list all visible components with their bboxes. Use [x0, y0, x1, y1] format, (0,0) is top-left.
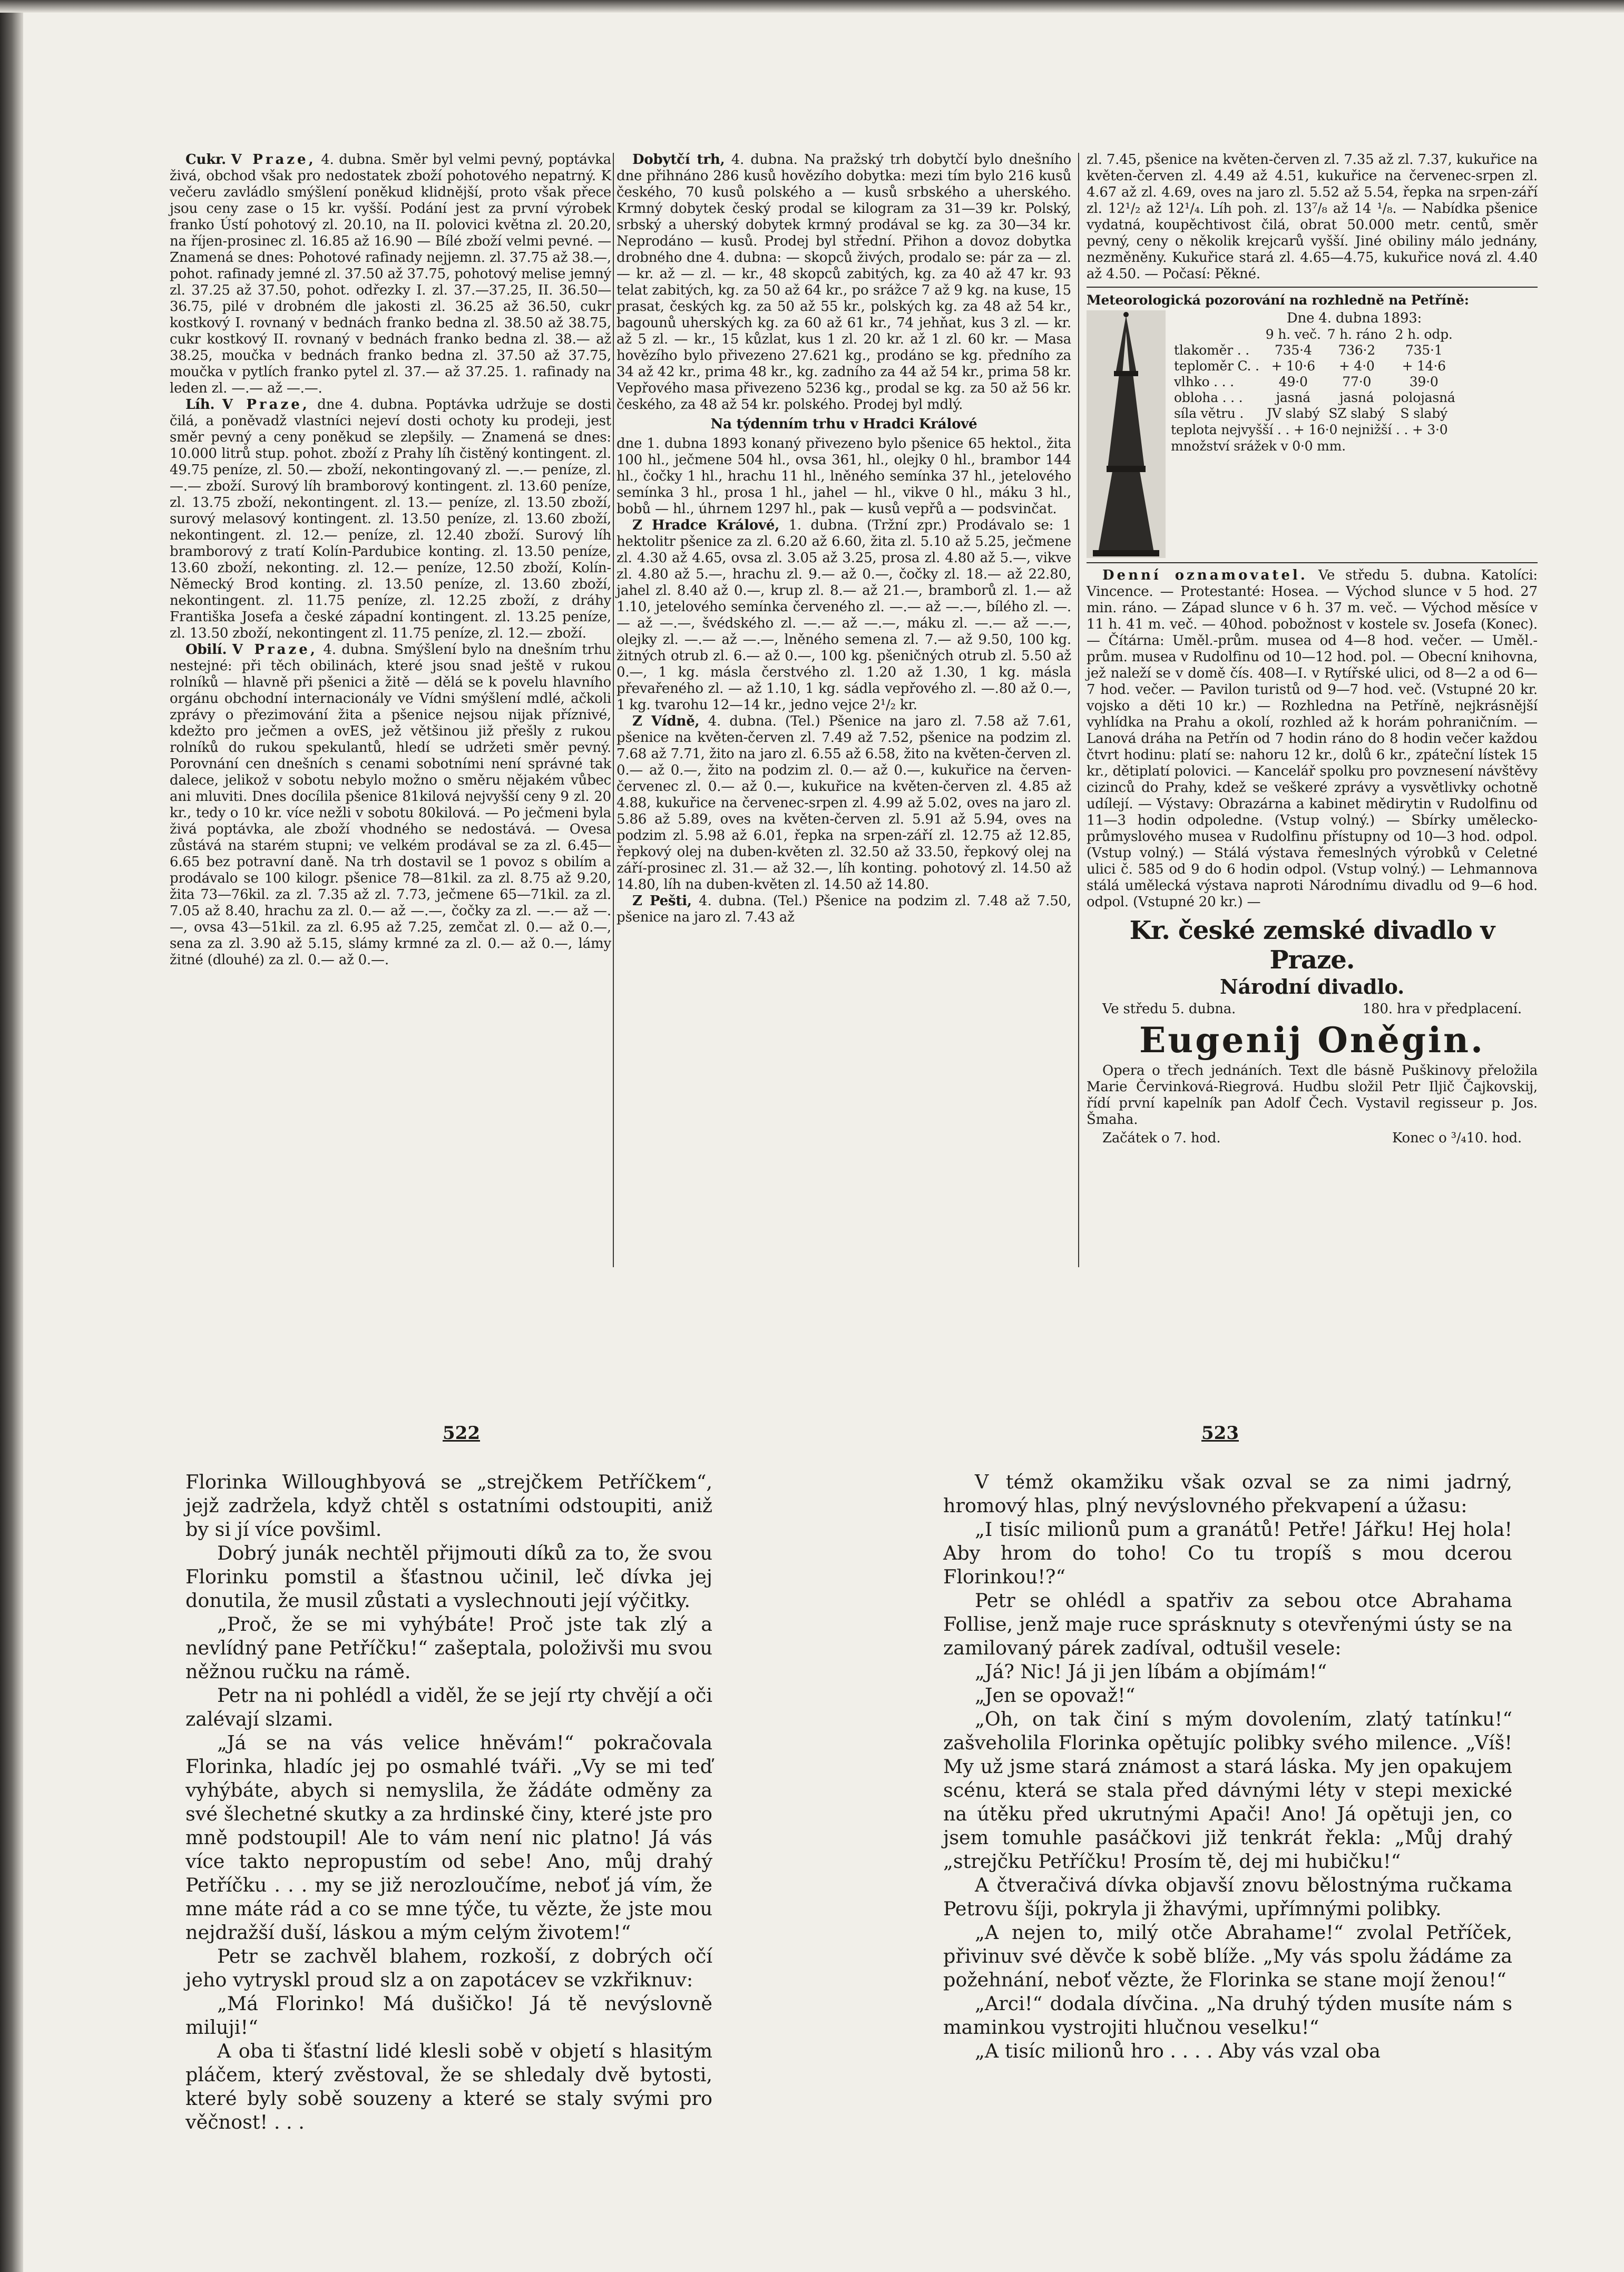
story-paragraph: Petr se zachvěl blahem, rozkoší, z dobrých očí jeho vytryskl proud slz a on zapotácev se vzkřiknuv:: [185, 1945, 712, 1991]
viden-report: Z Vídně, 4. dubna. (Tel.) Pšenice na jaro zl. 7.58 až 7.61, pšenice na květen-červen zl. 7.49 až 7.52, pšenice na podzim zl. 7.68 až 7.71, žito na jaro zl. 6.55 až 6.58, žito na květen-červen zl. 0.— až 0.—, žito na podzim zl. 0.— až 0.—, kukuřice na červen-červenec zl. 0.— až 0.—, kukuřice na květen-červen zl. 4.85 až 4.88, kukuřice na červenec-srpen zl. 4.99 až 5.02, oves na jaro zl. 5.86 až 5.89, oves na květen-červen zl. 5.91 až 5.94, oves na podzim zl. 5.98 až 6.01, řepka na srpen-září zl. 12.75 až 12.85, řepkový olej na duben-květen zl. 32.50 až 33.50, řepkový olej na září-prosinec zl. 31.— až 32.—, líh konting. pohotový zl. 14.50 až 14.80, líh na duben-květen zl. 14.50 až 14.80.: [617, 713, 1071, 893]
opera-title: Eugenij Oněgin.: [1139, 1020, 1485, 1061]
meteo-date: Dne 4. dubna 1893:: [1286, 310, 1422, 326]
story-paragraph: Petr se ohlédl a spatřiv za sebou otce Abrahama Follise, jenž maje ruce sprásknuty s otevřenými ústy se na zamilovaný párek zadíval, odtušil vesele:: [943, 1589, 1512, 1659]
theatre-subscription: 180. hra v předplacení.: [1362, 1001, 1522, 1017]
story-paragraph: Dobrý junák nechtěl přijmouti díků za to, že svou Florinku pomstil a šťastnou učinil, leč dívka jej donutila, že musil zůstati a vyslechnouti její výčitky.: [185, 1542, 712, 1612]
denni-oznamovatel: Denní oznamovatel. Ve středu 5. dubna. Katolíci: Vincence. — Protestanté: Hosea. — Východ slunce v 5 hod. 27 min. ráno. — Západ slunce v 6 h. 37 m. več. — Východ měsíce v 11 h. 41 m. več. — 40hod. pobožnost v kostele sv. Josefa (Konec). — Čítárna: Uměl.-prům. musea od 4—8 hod. večer. — Uměl.-prům. musea v Rudolfinu od 10—12 hod. pol. — Obecní knihovna, jež naleží se v domě čís. 408—I. v Rytířské ulici, od 8—2 a od 6—7 hod. večer. — Pavilon turistů od 9—7 hod. več. (Vstupné 20 kr. vojsko a děti 10 kr.) — Rozhledna na Petříně, nejkrásnější vyhlídka na Prahu a okolí, rozhled až k horám pohraničním. — Lanová dráha na Petřín od 7 hodin ráno do 8 hodin večer každou čtvrt hodinu: platí se: nahoru 12 kr., dolů 6 kr., zpáteční lístek 15 kr., dětiplatí polovici. — Kancelář spolku pro povznesení návštěvy cizinců do Prahy, kdež se veškeré zprávy a vysvětlivky ochotně udílejí. — Výstavy: Obrazárna a kabinet mědirytin v Rudolfinu od 11—3 hodin odpoledne. (Vstup volný.) — Sbírky umělecko-průmyslového musea v Rudolfinu přístupny od 10—3 hod. odpol. (Vstup volný.) — Stálá výstava řemeslných výrobků v Celetné ulici č. 585 od 9 do 6 hodin odpol. (Vstup volný.) — Lehmannova stálá umělecká výstava naproti Národnímu divadlu od 9—6 hod. odpol. (Vstupné 20 kr.) —: [1087, 567, 1538, 910]
meteo-row-teplomer: teploměr C. . + 10·6 + 4·0 + 14·6: [1174, 358, 1446, 374]
story-page-left: [185, 1470, 712, 2134]
column-rule: [613, 153, 614, 1267]
market-column-1: [170, 152, 611, 968]
story-paragraph: „Já? Nic! Já ji jen líbám a objímám!“: [975, 1660, 1327, 1683]
section-rule: [1087, 287, 1538, 288]
meteo-precipitation: množství srážek v 0·0 mm.: [1171, 438, 1346, 454]
story-paragraph: V témž okamžiku však ozval se za nimi jadrný, hromový hlas, plný nevýslovného překvapení a úžasu:: [943, 1471, 1512, 1517]
meteo-col-1: 9 h. več.: [1265, 327, 1321, 342]
meteo-row-vlhko: vlhko . . . 49·0 77·0 39·0: [1174, 374, 1439, 389]
story-paragraph: A oba ti šťastní lidé klesli sobě v objetí s hlasitým pláčem, který zvěstoval, že se shledaly dvě bytosti, které byly sobě souzeny a které se staly svými pro věčnost! . . .: [185, 2040, 712, 2133]
cukr-report: Cukr. V Praze, 4. dubna. Směr byl velmi pevný, poptávka živá, obchod však pro nedostatek zboží pohotového nepatrný. K večeru zavládlo smýšlení poněkud klidnější, proto však přece jsou ceny zase o 15 kr. vyšší. Podání jest za první výrobek franko Ústí pohotový zl. 20.10, na II. polovici května zl. 20.20, na říjen-prosinec zl. 16.85 až 16.90 — Bílé zboží velmi pevné. — Znamená se dnes: Pohotové rafinady nejjemn. zl. 37.75 až 38.—, pohot. rafinady jemné zl. 37.50 až 37.75, pohotový melise jemný zl. 37.25 až 37.50, pohot. odřezky I. zl. 37.—37.25, II. 36.50—36.75, pilé v drobném dle jakosti zl. 36.25 až 36.50, cukr kostkový I. rovnaný v bednách franko bedna zl. 38.50 až 38.75, cukr kostkový II. rovnaný v bednách franko bedna zl. 38.— až 38.25, moučka v bednách franko bedna zl. 37.50 až 37.75, moučka v pytlích franko pytel zl. 37.— až 37.25. 1. rafinady na leden zl. —.— až —.—.: [170, 152, 611, 396]
story-paragraph: „A tisíc milionů hro . . . . Aby vás vzal oba: [975, 2040, 1381, 2062]
page-edge-top: [0, 0, 1624, 13]
meteo-row-vitr: síla větru . JV slabý SZ slabý S slabý: [1174, 406, 1447, 421]
hradec-heading: Na týdenním trhu v Hradci Králové: [710, 416, 977, 432]
obili-report: Obilí. V Praze, 4. dubna. Smýšlení bylo na dnešním trhu nestejné: při těch obilinách, které jsou snad ještě v rukou rolníků — hlavně při pšenici a žitě — dělá se k povelu hlavního orgánu obchodní internacionály ve Vídni smýšlení mdlé, ačkoli zprávy o přezimování žita a pšenice nejsou nijak příznivé, kdežto pro ječmen a ovES, jež většinou již přešly z rukou rolníků do rukou spekulantů, hledí se udržeti směr pevný. Porovnání cen dnešních s cenami sobotními není správné tak dalece, jelikož v sobotu nebylo možno o směru nějakém vůbec ani mluviti. Dnes docílila pšenice 81kilová nejvyšší ceny 9 zl. 20 kr., tedy o 10 kr. více nežli v sobotu 80kilová. — Po ječmeni byla živá poptávka, ale zboží vhodného se nedostává. — Ovesa zůstává na starém stupni; ve velkém prodával se za zl. 6.45—6.65 bez potravní daně. Na trh dostavil se 1 povoz s obilím a prodávalo se 100 kilogr. pšenice 78—81kil. za zl. 8.75 až 9.20, žita 73—76kil. za zl. 7.35 až zl. 7.73, ječmene 65—71kil. za zl. 7.05 až 8.40, hrachu za zl. 0.— až —.—, čočky za zl. —.— až —.—, ovsa 43—51kil. za zl. 6.95 až 7.25, zemčat zl. 0.— až 0.—, sena za zl. 3.90 až 5.15, slámy krmné za zl. 0.— až 0.—, lámy žitné (dlouhé) za zl. 0.— až 0.—.: [170, 642, 611, 968]
theatre-title: Kr. české zemské divadlo v Praze.: [1129, 916, 1495, 975]
meteo-row-tlakomer: tlakoměr . . 735·4 736·2 735·1: [1174, 342, 1443, 358]
story-paragraph: „Oh, on tak činí s mým dovolením, zlatý tatínku!“ zašveholila Florinka opětujíc polibky svého milence. „Víš! My už jsme stará známost a stará láska. My jen opakujem scénu, která se stala před dávnými léty v stepi mexické na útěku před ukrutnými Apači! Ano! Já opětuji jen, co jsem tomuhle pasáčkovi již tenkrát řekla: „Můj drahý „strejčku Petříčku! Prosím tě, dej mi hubičku!“: [943, 1708, 1512, 1873]
section-rule: [1087, 562, 1538, 563]
lih-report: Líh. V Praze, dne 4. dubna. Poptávka udržuje se dosti čilá, a poněvadž vlastníci nejeví dosti ochoty ku prodeji, jest směr pevný a ceny poněkud se zlepšily. — Znamená se dnes: 10.000 litrů stup. pohot. zboží z Prahy líh čistěný kontingent. zl. 49.75 peníze, zl. 50.— zboží, nekontingovaný zl. —.— peníze, zl. —.— zboží. Surový líh bramborový kontingent. zl. 13.60 peníze, zl. 13.75 zboží, nekontingent. zl. 13.— peníze, zl. 13.50 zboží, surový melasový kontingent. zl. 13.50 peníze, zl. 13.60 zboží, nekontingent. zl. 12.— peníze, zl. 12.40 zboží. Surový líh bramborový z tratí Kolín-Pardubice konting. zl. 13.50 peníze, 13.60 zboží, nekonting. zl. 12.— peníze, 12.50 zboží, Kolín-Německý Brod konting. zl. 13.50 peníze, zl. 13.60 zboží, nekontingent. zl. 11.75 peníze, zl. 12.25 zboží, z dráhy Františka Josefa a české západní kontingent. zl. 13.25 peníze, zl. 13.50 zboží, nekontingent zl. 11.75 peníze, zl. 12.— zboží.: [170, 397, 611, 641]
story-paragraph: „Proč, že se mi vyhýbáte! Proč jste tak zlý a nevlídný pane Petříčku!“ zašeptala, položivši mu svou něžnou ručku na rámě.: [185, 1613, 712, 1683]
story-paragraph: „A nejen to, milý otče Abrahame!“ zvolal Petříček, přivinuv své děvče k sobě blíže. „My vás spolu žádáme za požehnání, neboť vězte, že Florinka se stane mojí ženou!“: [943, 1921, 1512, 1991]
meteo-col-2: 7 h. ráno: [1327, 327, 1386, 342]
theatre-start: Začátek o 7. hod.: [1102, 1130, 1221, 1146]
opera-description: Opera o třech jednáních. Text dle básně Puškinovy přeložila Marie Červinková-Riegrová. Hudbu složil Petr Iljič Čajkovskij, řídí první kapelník pan Adolf Čech. Vystavil regisseur p. Jos. Šmaha.: [1087, 1063, 1538, 1128]
story-paragraph: „Arci!“ dodala dívčina. „Na druhý týden musíte nám s maminkou vystrojiti hlučnou veselku!“: [943, 1992, 1512, 2039]
theatre-date-row: [1102, 1001, 1522, 1017]
meteo-block: [1087, 310, 1538, 558]
pest-continuation: zl. 7.45, pšenice na květen-červen zl. 7.35 až zl. 7.37, kukuřice na květen-červen zl. 4.49 až 4.51, kukuřice na červenec-srpen zl. 4.67 až zl. 4.69, oves na jaro zl. 5.52 až 5.54, řepka na srpen-září zl. 12¹/₂ až 12¹/₄. Líh poh. zl. 13⁷/₈ až 14 ¹/₈. — Nabídka pšenice vydatná, koupěchtivost čilá, obrat 50.000 metr. centů, směr pevný, ceny o několik krejcarů vyšší. Jiné obiliny málo jednány, nezměněny. Kukuřice stará zl. 4.65—4.75, kukuřice nová zl. 4.40 až 4.50. — Počasí: Pěkné.: [1087, 152, 1538, 282]
story-paragraph: „I tisíc milionů pum a granátů! Petře! Jářku! Hej hola! Aby hrom do toho! Co tu tropíš s mou dcerou Florinkou!?“: [943, 1518, 1512, 1588]
page-number-right: 523: [1201, 1423, 1239, 1444]
meteo-row-obloha: obloha . . . jasná jasná polojasná: [1174, 390, 1455, 405]
story-paragraph: „Jen se opovaž!“: [975, 1684, 1136, 1707]
story-page-right: [943, 1470, 1512, 2063]
pest-report: Z Pešti, 4. dubna. (Tel.) Pšenice na podzim zl. 7.48 až 7.50, pšenice na jaro zl. 7.43 až: [617, 893, 1071, 925]
meteo-title: Meteorologická pozorování na rozhledně na Petříně:: [1087, 292, 1469, 308]
dobytci-report: Dobytčí trh, 4. dubna. Na pražský trh dobytčí bylo dnešního dne přihnáno 286 kusů hovězího dobytka: mezi tím bylo 216 kusů českého, 70 kusů polského a — kusů srbského a uherského. Krmný dobytek český prodal se kilogram za 31—39 kr. Polský, srbský a uherský dobytek krmný prodával se kg. za 30—34 kr. Neprodáno — kusů. Prodej byl střední. Přihon a dovoz dobytka drobného dne 4. dubna: — skopců živých, prodalo se: pár za — zl. — kr. až — zl. — kr., 48 skopců zabitých, kg. za 40 až 47 kr. 93 telat zabitých, kg. za 50 až 64 kr., po srážce 7 až 9 kg. na kuse, 15 prasat, českých kg. za 50 až 55 kr., polských kg. za 48 až 54 kr., bagounů uherských kg. za 60 až 61 kr., 74 jehňat, kus 3 zl. — kr. až 5 zl. — kr., 15 kůzlat, kus 1 zl. 20 kr. až 1 zl. 60 kr. — Masa hovězího bylo přivezeno 27.621 kg., prodáno se kg. předního za 34 až 42 kr., prima 48 kr., kg. zadního za 44 až 54 kr., prima 58 kr. Vepřového masa přivezeno 5236 kg., prodal se kg. za 50 až 56 kr. českého, za 48 až 54 kr. polského. Prodej byl mdlý.: [617, 152, 1071, 413]
story-paragraph: Petr na ni pohlédl a viděl, že se její rty chvějí a oči zalévají slzami.: [185, 1684, 712, 1730]
hradec2-report: Z Hradce Králové, 1. dubna. (Tržní zpr.) Prodávalo se: 1 hektolitr pšenice za zl. 6.20 až 6.60, žita zl. 5.10 až 5.25, ječmene zl. 4.30 až 4.65, ovsa zl. 3.05 až 3.25, prosa zl. 4.80 až 5.—, vikve zl. 4.80 až 5.—, hrachu zl. 9.— až 0.—, čočky zl. 18.— až 22.80, jahel zl. 8.40 až 0.—, krup zl. 8.— až 21.—, bramborů zl. 1.— až 1.10, jetelového semínka červeného zl. —.— až —.—, bílého zl. —.— až —.—, švédského zl. —.— až —.—, máku zl. —.— až —.—, olejky zl. —.— až —.—, lněného semena zl. 7.— až 9.50, 100 kg. žitných otrub zl. 6.— až 0.—, 100 kg. pšeničných otrub zl. 5.50 až 0.—, 1 kg. másla čerstvého zl. 1.20 až 1.30, 1 kg. másla převařeného zl. — až 1.10, 1 kg. sádla vepřového zl. —.80 až 0.—, 1 kg. tvarohu 12—14 kr., jedno vejce 2¹/₂ kr.: [617, 517, 1071, 713]
meteo-col-3: 2 h. odp.: [1395, 327, 1453, 342]
story-paragraph: „Má Florinko! Má dušičko! Já tě nevýslovně miluji!“: [185, 1992, 712, 2039]
story-paragraph: A čtveračivá dívka objavší znovu bělostnýma ručkama Petrovu šíji, pokryla ji žhavými, upřímnými polibky.: [943, 1874, 1512, 1920]
column-rule: [1078, 153, 1079, 1267]
theatre-subtitle: Národní divadlo.: [1219, 975, 1404, 998]
petrin-tower-icon: [1087, 310, 1166, 558]
meteo-data: [1171, 310, 1538, 558]
meteo-temperature: teplota nejvyšší . . + 16·0 nejnižší . . + 3·0: [1171, 422, 1448, 437]
page-number-left: 522: [443, 1423, 480, 1444]
page-edge: [0, 0, 23, 2272]
theatre-end: Konec o ³/₄10. hod.: [1392, 1130, 1522, 1146]
hradec-report: dne 1. dubna 1893 konaný přivezeno bylo pšenice 65 hektol., žita 100 hl., ječmene 504 hl., ovsa 361, hl., olejky 0 hl., brambor 144 hl., čočky 1 hl., hrachu 11 hl., lněného semínka 37 hl., jetelového semínka 3 hl., prosa 1 hl., jahel — hl., vikve 0 hl., máku 3 hl., bobů — hl., úhrnem 1297 hl., pak — kusů vepřů a — podsvinčat.: [617, 436, 1071, 517]
story-paragraph: Florinka Willoughbyová se „strejčkem Petříčkem“, jejž zadržela, když chtěl s ostatními odstoupiti, aniž by si jí více povšiml.: [185, 1471, 712, 1541]
market-column-2: [617, 152, 1071, 926]
story-paragraph: „Já se na vás velice hněvám!“ pokračovala Florinka, hladíc jej po osmahlé tváři. „Vy se mi teď vyhýbáte, abych si nemyslila, že žádáte odměny za své šlechetné skutky a za hrdinské činy, které jste pro mně podstoupil! Ale to vám není nic platno! Já vás více takto nepropustím od sebe! Ano, můj drahý Petříčku . . . my se již nerozloučíme, neboť já vím, že mne máte rád a co se mne týče, tu vězte, že jste mou nejdražší duší, láskou a mým celým životem!“: [185, 1731, 712, 1944]
theatre-date: Ve středu 5. dubna.: [1102, 1001, 1236, 1017]
theatre-time-row: [1102, 1130, 1522, 1147]
market-column-3: [1087, 152, 1538, 1149]
meteo-table: [1171, 327, 1459, 422]
